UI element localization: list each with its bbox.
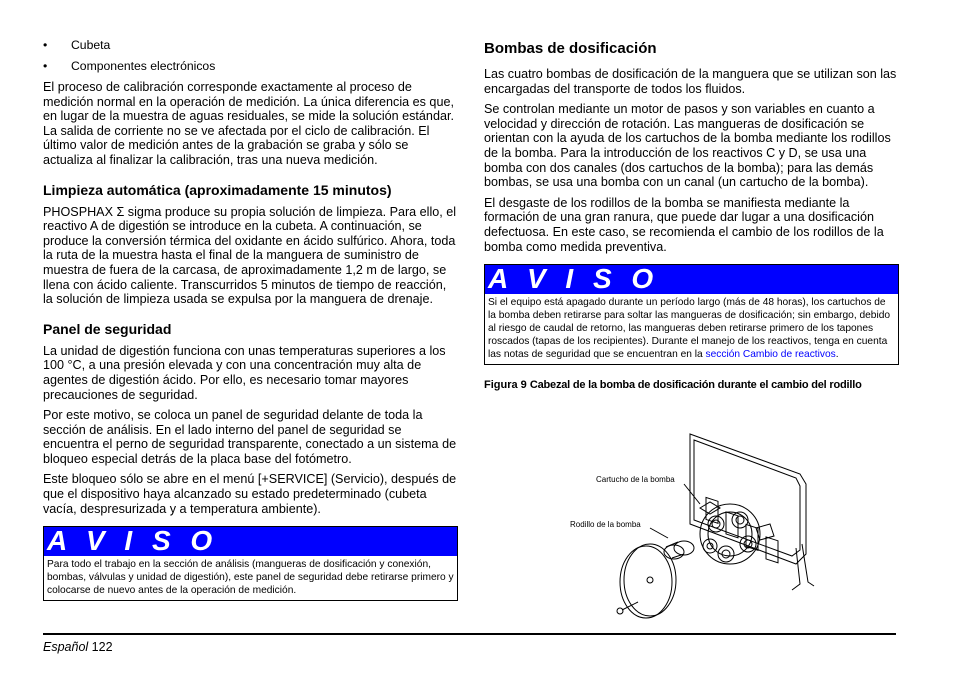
limpieza-paragraph: PHOSPHAX Σ sigma produce su propia solución de limpieza. Para ello, el reactivo A de digestión se introduce en la cubeta. A continuación, se produce la conversión térmica del oxidante en ácido sulfúrico. Ahora, toda la ruta de la muestra hasta el final de la manguera de suministro de muestra de fuera de la carcasa, de aproximadamente 1,2 m de largo, se llena con ácido caliente. Transcurridos 5 minutos de tiempo de reacción, la solución de limpieza usada se expulsa por la manguera de drenaje. [43,204,457,307]
notice-title: A V I S O [44,527,457,556]
notice-text: Para todo el trabajo en la sección de análisis (mangueras de dosificación y conexión, bombas, válvulas y unidad de digestión), este panel de seguridad debe retirarse primero y colocarse de nuevo antes de la operación de medición. [47,559,454,597]
page-number: 122 [91,640,113,654]
bullet-item: • Componentes electrónicos [43,59,216,73]
panel-paragraph-3: Este bloqueo sólo se abre en el menú [+SERVICE] (Servicio), después de que el dispositivo haya alcanzado su estado predeterminado (cubeta vacía, despresurizada y a temperatura ambiente). [43,472,457,516]
panel-paragraph-1: La unidad de digestión funciona con unas temperaturas superiores a los 100 °C, a una presión elevada y con una concentración muy alta de agentes de digestión ácido. Por ello, es necesario tomar mayores precauciones de seguridad. [43,343,446,402]
bombas-paragraph-3: El desgaste de los rodillos de la bomba se manifiesta mediante la formación de una gran ranura, que puede dar lugar a una dosificación defectuosa. En este caso, se recomienda el cambio de los rodillos de la bomba como medida preventiva. [484,195,884,254]
section-heading-panel: Panel de seguridad [43,320,172,337]
section-heading-limpieza: Limpieza automática (aproximadamente 15 minutos) [43,181,392,198]
notice-box [43,526,458,601]
bombas-paragraph-2: Se controlan mediante un motor de pasos y son variables en cuanto a velocidad y dirección de rotación. Las mangueras de dosificación se orientan con la ayuda de los cartuchos de la bomba mediante los rodillos de la bomba. Para la introducción de los reactivos C y D, se usa una bomba con dos canales (dos cartuchos de la bomba); para las demás bombas, se usa una bomba con un canal (un cartucho de la bomba). [484,102,891,190]
section-heading-bombas: Bombas de dosificación [484,40,657,57]
calibration-paragraph: El proceso de calibración corresponde exactamente al proceso de medición normal en la operación de medición. La única diferencia es que, en lugar de la muestra de aguas residuales, se mide la solución estándar. La salida de corriente no se ve afectada por el ciclo de calibración. El último valor de medición antes de la grabación se graba y sólo se actualiza al finalizar la calibración, tras una nueva medición. [43,80,454,167]
bullet-item: • Cubeta [43,38,111,52]
notice-text: Si el equipo está apagado durante un período largo (más de 48 horas), los cartuchos de la bomba deben retirarse para soltar las mangueras de dosificación; sin embargo, debido al riesgo de caudal de retorno, las mangueras deben retirarse primero de los tapones roscados (tapas de los recipientes). Durante el manejo de los reactivos, tenga en cuenta las notas de seguridad que se encuentran en la sección Cambio de reactivos. [488,297,891,361]
right-column [484,38,899,391]
page-footer [43,640,113,654]
footer-rule [43,633,896,635]
figure-caption: Figura 9 Cabezal de la bomba de dosificación durante el cambio del rodillo [484,379,862,392]
left-column [43,38,458,601]
reactivos-link[interactable]: sección Cambio de reactivos [705,349,836,361]
bombas-paragraph-1: Las cuatro bombas de dosificación de la manguera que se utilizan son las encargadas del transporte de todos los fluidos. [484,67,897,96]
notice-title: A V I S O [485,265,898,294]
footer-language: Español [43,640,89,654]
label-cartucho: Cartucho de la bomba [596,475,675,484]
pump-head-figure [560,424,820,620]
panel-paragraph-2: Por este motivo, se coloca un panel de seguridad delante de toda la sección de análisis. En el lado interno del panel de seguridad se encuentra el perno de seguridad transparente, conectado a un sistema de bloqueo especial detrás de la placa base del fotómetro. [43,408,457,466]
label-rodillo: Rodillo de la bomba [570,520,641,529]
notice-box [484,264,899,365]
